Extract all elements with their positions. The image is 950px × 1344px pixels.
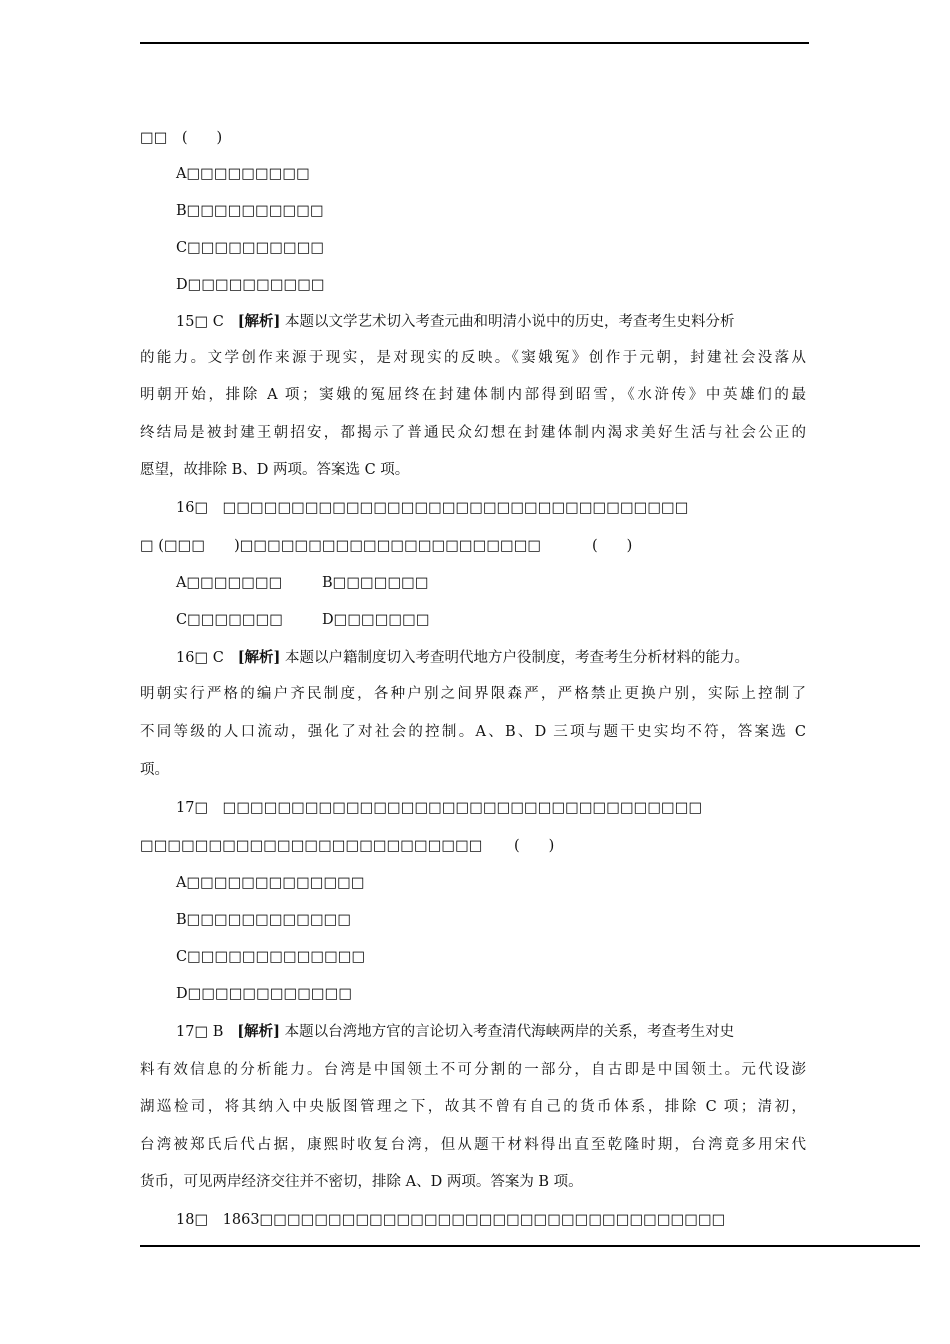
- answer-17-line: 台湾被郑氏后代占据，康熙时收复台湾，但从题干材料得出直至乾隆时期，台湾竟多用宋代: [140, 1137, 806, 1153]
- analysis-tag: [解析]: [237, 1023, 280, 1040]
- answer-17-first-line: [176, 1022, 734, 1042]
- answer-text: 本题以文学艺术切入考查元曲和明清小说中的历史，考查考生史料分析: [285, 314, 735, 330]
- answer-17-line: 湖巡检司，将其纳入中央版图管理之下，故其不曾有自己的货币体系，排除 C 项；清初，: [140, 1099, 806, 1115]
- q14-option-d: D□□□□□□□□□□: [176, 277, 325, 293]
- answer-text: 本题以户籍制度切入考查明代地方户役制度，考查考生分析材料的能力。: [285, 650, 750, 666]
- q16-option-c: C□□□□□□□: [176, 612, 283, 628]
- answer-bracket: ( ): [592, 538, 633, 554]
- answer-15-line: 终结局是被封建王朝招安，都揭示了普通民众幻想在封建体制内渴求美好生活与社会公正的: [140, 425, 806, 441]
- header-rule: [140, 42, 809, 44]
- answer-17-line: 料有效信息的分析能力。台湾是中国领土不可分割的一部分，自古即是中国领土。元代设澎: [140, 1062, 806, 1078]
- answer-number: 15□ C: [176, 314, 224, 330]
- q17-stem: 17□ □□□□□□□□□□□□□□□□□□□□□□□□□□□□□□□□□□□: [176, 800, 703, 816]
- q17-option-c: C□□□□□□□□□□□□□: [176, 949, 366, 965]
- q14-stem-tail: □□ ( ): [140, 130, 223, 146]
- answer-16-line: 项。: [140, 762, 169, 778]
- q14-option-c: C□□□□□□□□□□: [176, 240, 325, 256]
- q14-option-a: A□□□□□□□□□: [176, 166, 310, 182]
- q17-option-d: D□□□□□□□□□□□□: [176, 986, 353, 1002]
- analysis-tag: [解析]: [237, 649, 281, 666]
- q16-option-d: D□□□□□□□: [322, 612, 430, 628]
- q16-option-b: B□□□□□□□: [322, 575, 429, 591]
- q18-stem: 18□ 1863□□□□□□□□□□□□□□□□□□□□□□□□□□□□□□□□□□: [176, 1212, 726, 1228]
- q14-option-b: B□□□□□□□□□□: [176, 203, 324, 219]
- answer-number: 17□ B: [176, 1024, 224, 1040]
- analysis-tag: [解析]: [237, 313, 281, 330]
- answer-15-line: 愿望，故排除 B、D 两项。答案选 C 项。: [140, 462, 410, 478]
- answer-number: 16□ C: [176, 650, 224, 666]
- answer-15-line: 明朝开始，排除 A 项；窦娥的冤屈终在封建体制内部得到昭雪，《水浒传》中英雄们的最: [140, 387, 806, 403]
- q17-option-b: B□□□□□□□□□□□□: [176, 912, 352, 928]
- answer-17-line: 货币，可见两岸经济交往并不密切，排除 A、D 两项。答案为 B 项。: [140, 1174, 583, 1190]
- answer-16-line: 明朝实行严格的编户齐民制度，各种户别之间界限森严，严格禁止更换户别，实际上控制了: [140, 686, 806, 702]
- answer-16-first-line: [176, 648, 749, 668]
- footer-rule: [140, 1245, 920, 1247]
- answer-15-first-line: [176, 312, 735, 332]
- q16-stem: 16□ □□□□□□□□□□□□□□□□□□□□□□□□□□□□□□□□□□: [176, 500, 689, 516]
- answer-16-line: 不同等级的人口流动，强化了对社会的控制。A、B、D 三项与题干史实均不符，答案选 C: [140, 724, 806, 740]
- answer-15-line: 的能力。文学创作来源于现实，是对现实的反映。《窦娥冤》创作于元朝，封建社会没落从: [140, 350, 806, 366]
- q16-stem: □ (□□□ )□□□□□□□□□□□□□□□□□□□□□□: [140, 538, 542, 554]
- answer-bracket: ( ): [514, 838, 555, 854]
- answer-text: 本题以台湾地方官的言论切入考查清代海峡两岸的关系，考查考生对史: [284, 1024, 735, 1040]
- q17-option-a: A□□□□□□□□□□□□□: [176, 875, 365, 891]
- q17-stem: □□□□□□□□□□□□□□□□□□□□□□□□□: [140, 838, 483, 854]
- q16-option-a: A□□□□□□□: [176, 575, 283, 591]
